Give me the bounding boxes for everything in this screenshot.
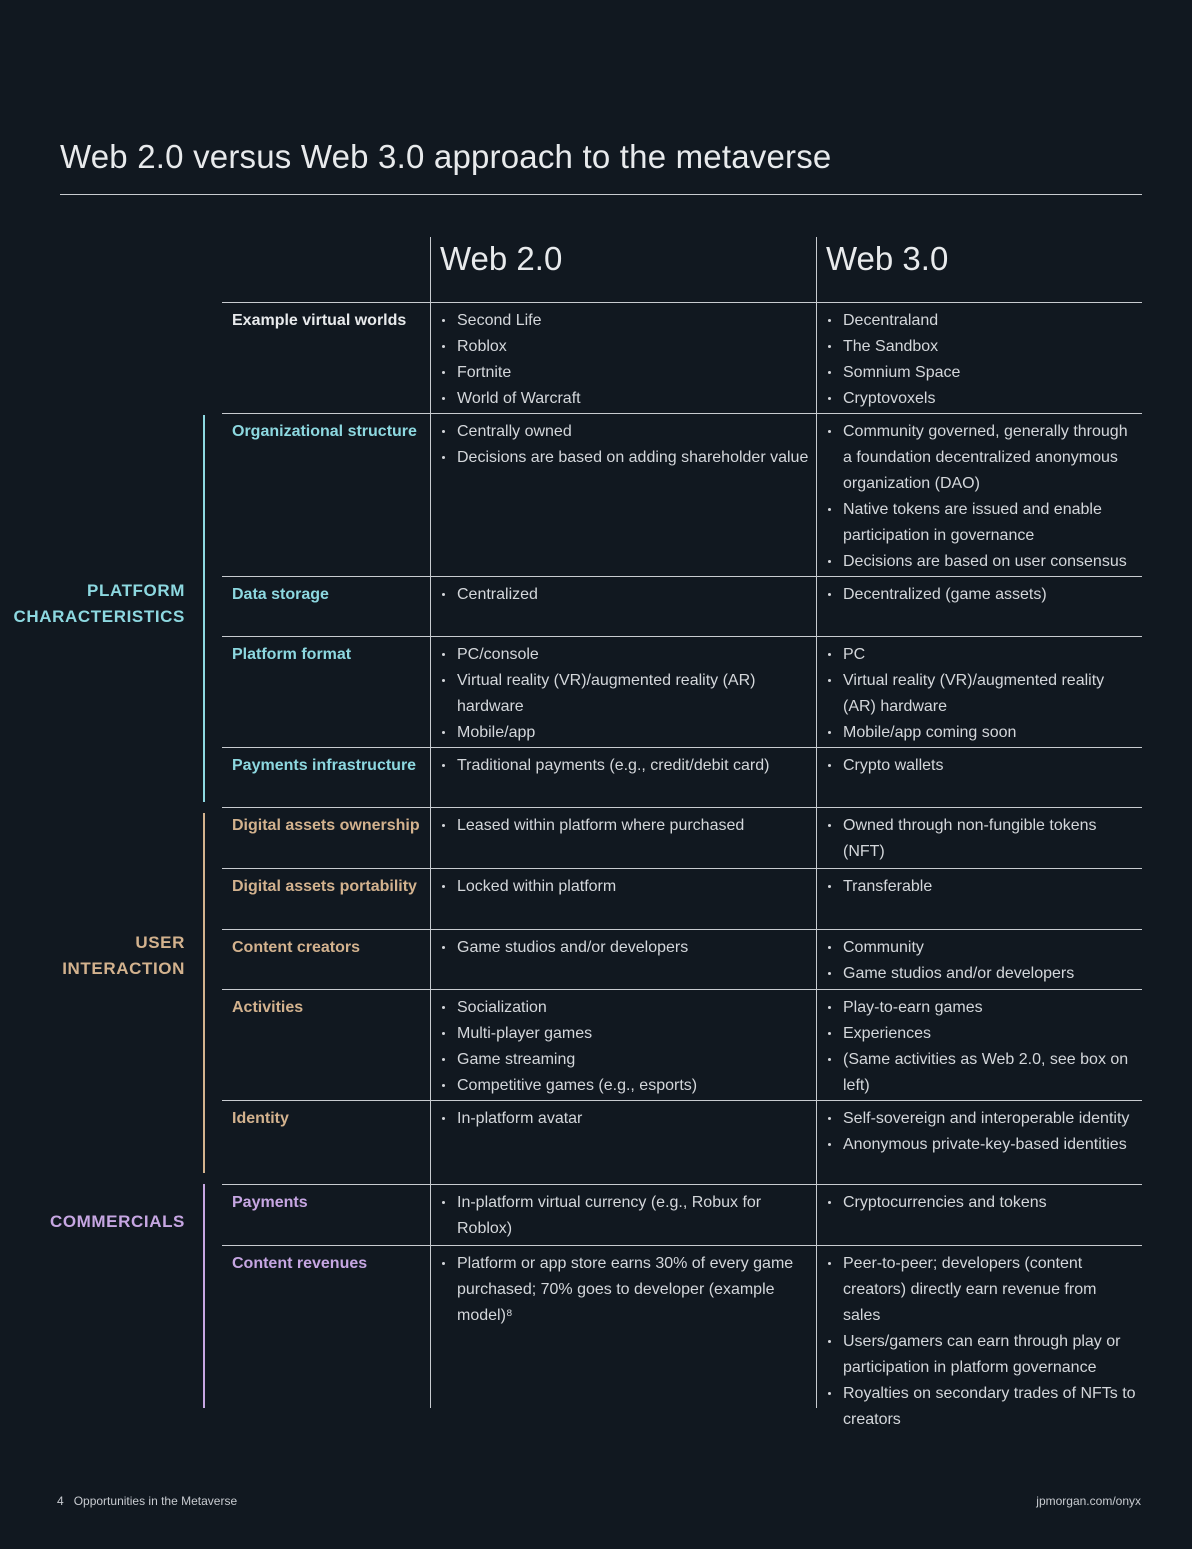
row-divider bbox=[222, 807, 1142, 808]
bullet-list bbox=[826, 1106, 1138, 1158]
row-label-data-storage: Data storage bbox=[232, 586, 329, 603]
row-label-activities: Activities bbox=[232, 999, 304, 1016]
web3-cell-activities bbox=[826, 995, 1138, 1099]
row-label-payments: Payments bbox=[232, 1194, 308, 1211]
web2-cell-content-revenues bbox=[440, 1251, 812, 1329]
web3-cell-example-virtual-worlds bbox=[826, 308, 1138, 412]
web2-cell-digital-assets-ownership bbox=[440, 813, 812, 839]
row-label-content-creators: Content creators bbox=[232, 939, 361, 956]
list-item: Competitive games (e.g., esports) bbox=[440, 1073, 812, 1099]
row-label-platform-format: Platform format bbox=[232, 646, 352, 663]
row-divider bbox=[222, 1245, 1142, 1246]
row-divider bbox=[222, 302, 1142, 303]
bullet-list bbox=[440, 995, 812, 1099]
group-label-user-interaction: USER INTERACTION bbox=[62, 933, 185, 978]
list-item: Centrally owned bbox=[440, 419, 812, 445]
bullet-list bbox=[826, 1251, 1138, 1433]
bullet-list bbox=[826, 753, 1138, 779]
list-item: Cryptocurrencies and tokens bbox=[826, 1190, 1138, 1216]
row-divider bbox=[222, 576, 1142, 577]
bullet-list bbox=[440, 935, 812, 961]
list-item: Native tokens are issued and enable participation in governance bbox=[826, 497, 1138, 549]
list-item: Mobile/app coming soon bbox=[826, 720, 1138, 746]
list-item: Roblox bbox=[440, 334, 812, 360]
bullet-list bbox=[826, 995, 1138, 1099]
list-item: Second Life bbox=[440, 308, 812, 334]
list-item: Decisions are based on user consensus bbox=[826, 549, 1138, 575]
row-divider bbox=[222, 413, 1142, 414]
list-item: Platform or app store earns 30% of every game purchased; 70% goes to developer (example model)⁸ bbox=[440, 1251, 812, 1329]
web2-cell-organizational-structure bbox=[440, 419, 812, 471]
list-item: Mobile/app bbox=[440, 720, 812, 746]
web2-cell-identity bbox=[440, 1106, 812, 1132]
web3-cell-digital-assets-portability bbox=[826, 874, 1138, 900]
column-header-web2: Web 2.0 bbox=[440, 240, 563, 277]
list-item: Virtual reality (VR)/augmented reality (AR) hardware bbox=[826, 668, 1138, 720]
row-label-identity: Identity bbox=[232, 1110, 289, 1127]
bullet-list bbox=[826, 308, 1138, 412]
row-label-content-revenues: Content revenues bbox=[232, 1255, 368, 1272]
web3-cell-data-storage bbox=[826, 582, 1138, 608]
list-item: Peer-to-peer; developers (content creators) directly earn revenue from sales bbox=[826, 1251, 1138, 1329]
list-item: Fortnite bbox=[440, 360, 812, 386]
footer-left bbox=[57, 1494, 237, 1508]
row-divider bbox=[222, 1100, 1142, 1101]
footer-url[interactable]: jpmorgan.com/onyx bbox=[1036, 1494, 1141, 1508]
bullet-list bbox=[440, 1190, 812, 1242]
web2-cell-payments-infrastructure bbox=[440, 753, 812, 779]
bullet-list bbox=[440, 1106, 812, 1132]
page-title: Web 2.0 versus Web 3.0 approach to the metaverse bbox=[60, 138, 832, 175]
row-label-digital-assets-ownership: Digital assets ownership bbox=[232, 817, 420, 834]
row-label-example-virtual-worlds: Example virtual worlds bbox=[232, 312, 407, 329]
list-item: Self-sovereign and interoperable identity bbox=[826, 1106, 1138, 1132]
list-item: Multi-player games bbox=[440, 1021, 812, 1047]
list-item: Locked within platform bbox=[440, 874, 812, 900]
web2-cell-platform-format bbox=[440, 642, 812, 746]
list-item: Somnium Space bbox=[826, 360, 1138, 386]
list-item: Centralized bbox=[440, 582, 812, 608]
row-divider bbox=[222, 636, 1142, 637]
web2-cell-payments bbox=[440, 1190, 812, 1242]
list-item: Game streaming bbox=[440, 1047, 812, 1073]
web2-cell-data-storage bbox=[440, 582, 812, 608]
web3-cell-content-revenues bbox=[826, 1251, 1138, 1433]
list-item: In-platform avatar bbox=[440, 1106, 812, 1132]
list-item: Game studios and/or developers bbox=[440, 935, 812, 961]
row-divider bbox=[222, 989, 1142, 990]
row-label-organizational-structure: Organizational structure bbox=[232, 423, 417, 440]
row-divider bbox=[222, 1184, 1142, 1185]
row-label-digital-assets-portability: Digital assets portability bbox=[232, 878, 417, 895]
list-item: Decentralized (game assets) bbox=[826, 582, 1138, 608]
bullet-list bbox=[826, 642, 1138, 746]
list-item: Leased within platform where purchased bbox=[440, 813, 812, 839]
list-item: (Same activities as Web 2.0, see box on left) bbox=[826, 1047, 1138, 1099]
list-item: Crypto wallets bbox=[826, 753, 1138, 779]
web3-cell-payments-infrastructure bbox=[826, 753, 1138, 779]
list-item: Socialization bbox=[440, 995, 812, 1021]
bullet-list bbox=[826, 1190, 1138, 1216]
bullet-list bbox=[440, 582, 812, 608]
list-item: In-platform virtual currency (e.g., Robux for Roblox) bbox=[440, 1190, 812, 1242]
list-item: Community governed, generally through a foundation decentralized anonymous organization (DAO) bbox=[826, 419, 1138, 497]
web3-cell-identity bbox=[826, 1106, 1138, 1158]
bullet-list bbox=[826, 874, 1138, 900]
bullet-list bbox=[826, 582, 1138, 608]
bullet-list bbox=[826, 935, 1138, 987]
web3-cell-digital-assets-ownership bbox=[826, 813, 1138, 865]
column-header-web3: Web 3.0 bbox=[826, 240, 949, 277]
group-bar-commercials bbox=[203, 1184, 205, 1408]
web3-cell-content-creators bbox=[826, 935, 1138, 987]
list-item: Transferable bbox=[826, 874, 1138, 900]
list-item: The Sandbox bbox=[826, 334, 1138, 360]
list-item: Decisions are based on adding shareholder value bbox=[440, 445, 812, 471]
list-item: Owned through non-fungible tokens (NFT) bbox=[826, 813, 1138, 865]
list-item: Decentraland bbox=[826, 308, 1138, 334]
publication-name: Opportunities in the Metaverse bbox=[73, 1494, 238, 1508]
list-item: Users/gamers can earn through play or participation in platform governance bbox=[826, 1329, 1138, 1381]
row-divider bbox=[222, 929, 1142, 930]
bullet-list bbox=[440, 753, 812, 779]
web3-cell-platform-format bbox=[826, 642, 1138, 746]
list-item: Play-to-earn games bbox=[826, 995, 1138, 1021]
bullet-list bbox=[440, 874, 812, 900]
group-label-commercials: COMMERCIALS bbox=[49, 1212, 185, 1231]
bullet-list bbox=[440, 813, 812, 839]
group-label-platform-characteristics: PLATFORM CHARACTERISTICS bbox=[13, 581, 185, 626]
bullet-list bbox=[440, 642, 812, 746]
bullet-list bbox=[826, 419, 1138, 575]
row-label-payments-infrastructure: Payments infrastructure bbox=[232, 757, 417, 774]
web2-cell-digital-assets-portability bbox=[440, 874, 812, 900]
list-item: World of Warcraft bbox=[440, 386, 812, 412]
list-item: Royalties on secondary trades of NFTs to creators bbox=[826, 1381, 1138, 1433]
page-number: 4 bbox=[57, 1494, 64, 1508]
web2-cell-content-creators bbox=[440, 935, 812, 961]
list-item: Cryptovoxels bbox=[826, 386, 1138, 412]
group-bar-platform bbox=[203, 415, 205, 802]
row-divider bbox=[222, 747, 1142, 748]
list-item: Experiences bbox=[826, 1021, 1138, 1047]
list-item: Game studios and/or developers bbox=[826, 961, 1138, 987]
bullet-list bbox=[440, 308, 812, 412]
bullet-list bbox=[440, 419, 812, 471]
list-item: Community bbox=[826, 935, 1138, 961]
list-item: PC/console bbox=[440, 642, 812, 668]
group-bar-user-interaction bbox=[203, 813, 205, 1173]
web2-cell-activities bbox=[440, 995, 812, 1099]
web3-cell-organizational-structure bbox=[826, 419, 1138, 575]
web2-cell-example-virtual-worlds bbox=[440, 308, 812, 412]
list-item: Traditional payments (e.g., credit/debit card) bbox=[440, 753, 812, 779]
list-item: Anonymous private-key-based identities bbox=[826, 1132, 1138, 1158]
bullet-list bbox=[440, 1251, 812, 1329]
title-divider bbox=[60, 194, 1142, 195]
list-item: PC bbox=[826, 642, 1138, 668]
bullet-list bbox=[826, 813, 1138, 865]
web3-cell-payments bbox=[826, 1190, 1138, 1216]
list-item: Virtual reality (VR)/augmented reality (AR) hardware bbox=[440, 668, 812, 720]
row-divider bbox=[222, 868, 1142, 869]
